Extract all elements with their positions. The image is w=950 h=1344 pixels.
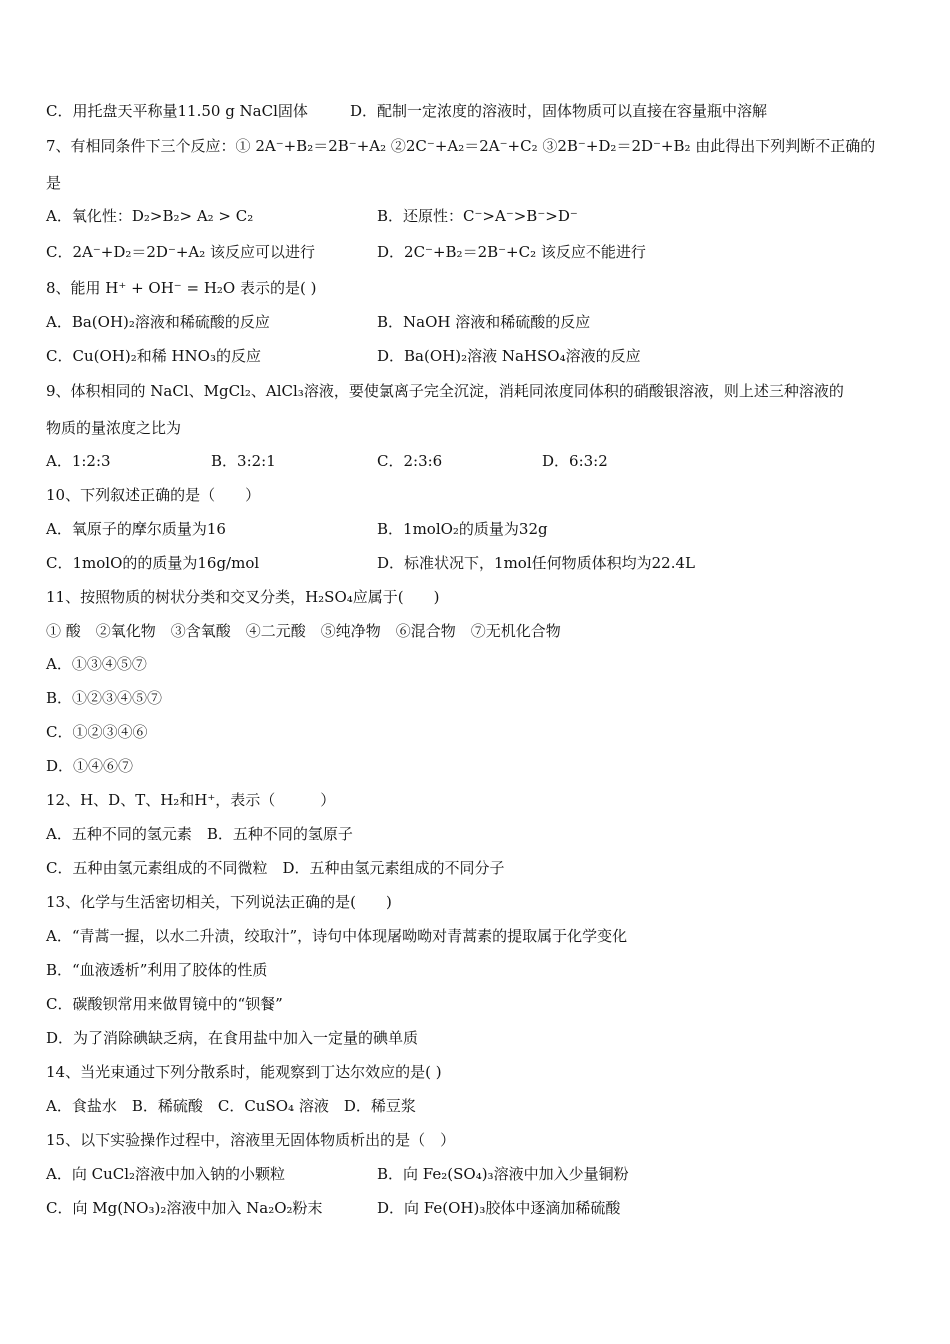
q6-option-d-text: D．配制一定浓度的溶液时，固体物质可以直接在容量瓶中溶解	[350, 102, 768, 120]
q8-option-d: D．Ba(OH)₂溶液 NaHSO₄溶液的反应	[377, 347, 641, 365]
q7-option-d: D．2C⁻+B₂＝2B⁻+C₂ 该反应不能进行	[377, 243, 646, 261]
q7-option-a: A．氧化性：D₂>B₂> A₂ > C₂	[46, 207, 254, 225]
q15-option-d: D．向 Fe(OH)₃胶体中逐滴加稀硫酸	[377, 1199, 621, 1217]
q10-stem: 10、下列叙述正确的是（ ）	[46, 486, 261, 504]
q9-option-b: B．3:2:1	[211, 452, 276, 470]
q9-stem: 9、体积相同的 NaCl、MgCl₂、AlCl₃溶液，要使氯离子完全沉淀，消耗同浓度同体积的硝酸银溶液，则上述三种溶液的	[46, 382, 844, 400]
q12-options-cd: C．五种由氢元素组成的不同微粒 D．五种由氢元素组成的不同分子	[46, 859, 505, 877]
q6-option-c-text: C．用托盘天平称量11.50 g NaCl固体	[46, 102, 308, 120]
q8-stem: 8、能用 H⁺ + OH⁻ = H₂O 表示的是( )	[46, 279, 317, 297]
q15-option-b: B．向 Fe₂(SO₄)₃溶液中加入少量铜粉	[377, 1165, 629, 1183]
q9-option-d: D．6:3:2	[542, 452, 608, 470]
q12-stem: 12、H、D、T、H₂和H⁺，表示（ ）	[46, 791, 336, 809]
q9-stem-cont: 物质的量浓度之比为	[46, 419, 182, 437]
q10-option-b: B．1molO₂的质量为32g	[377, 520, 548, 538]
q9-option-a: A．1:2:3	[46, 452, 111, 470]
q10-option-a: A．氧原子的摩尔质量为16	[46, 520, 226, 538]
q13-option-b: B．“血液透析”利用了胶体的性质	[46, 961, 268, 979]
q7-stem-cont: 是	[46, 174, 62, 192]
q15-stem: 15、以下实验操作过程中，溶液里无固体物质析出的是（ ）	[46, 1131, 456, 1149]
q9-option-c: C．2:3:6	[377, 452, 443, 470]
q6-option-d	[350, 101, 767, 121]
q8-option-b: B．NaOH 溶液和稀硫酸的反应	[377, 313, 591, 331]
q12-options-ab: A．五种不同的氢元素 B．五种不同的氢原子	[46, 825, 353, 843]
q14-stem: 14、当光束通过下列分散系时，能观察到丁达尔效应的是( )	[46, 1063, 442, 1081]
q11-items: ① 酸 ②氧化物 ③含氧酸 ④二元酸 ⑤纯净物 ⑥混合物 ⑦无机化合物	[46, 622, 561, 640]
q11-option-d: D．①④⑥⑦	[46, 757, 134, 775]
q11-option-a: A．①③④⑤⑦	[46, 655, 147, 673]
q15-option-a: A．向 CuCl₂溶液中加入钠的小颗粒	[46, 1165, 286, 1183]
q6-option-c	[46, 101, 308, 121]
q11-option-b: B．①②③④⑤⑦	[46, 689, 163, 707]
q13-option-d: D．为了消除碘缺乏病，在食用盐中加入一定量的碘单质	[46, 1029, 419, 1047]
q7-stem: 7、有相同条件下三个反应：① 2A⁻+B₂＝2B⁻+A₂ ②2C⁻+A₂＝2A⁻+C₂ ③2B⁻+D₂＝2D⁻+B₂ 由此得出下列判断不正确的	[46, 137, 876, 155]
q13-option-c: C．碳酸钡常用来做胃镜中的“钡餐”	[46, 995, 283, 1013]
q15-option-c: C．向 Mg(NO₃)₂溶液中加入 Na₂O₂粉末	[46, 1199, 323, 1217]
q11-stem: 11、按照物质的树状分类和交叉分类，H₂SO₄应属于( )	[46, 588, 440, 606]
q11-option-c: C．①②③④⑥	[46, 723, 148, 741]
q14-options: A．食盐水 B．稀硫酸 C．CuSO₄ 溶液 D．稀豆浆	[46, 1097, 416, 1115]
q7-option-c: C．2A⁻+D₂＝2D⁻+A₂ 该反应可以进行	[46, 243, 316, 261]
q13-option-a: A．“青蒿一握，以水二升渍，绞取汁”，诗句中体现屠呦呦对青蒿素的提取属于化学变化	[46, 927, 628, 945]
q10-option-d: D．标准状况下，1mol任何物质体积均为22.4L	[377, 554, 695, 572]
q8-option-c: C．Cu(OH)₂和稀 HNO₃的反应	[46, 347, 261, 365]
q10-option-c: C．1molO的的质量为16g/mol	[46, 554, 260, 572]
q7-option-b: B．还原性：C⁻>A⁻>B⁻>D⁻	[377, 207, 578, 225]
q8-option-a: A．Ba(OH)₂溶液和稀硫酸的反应	[46, 313, 270, 331]
q13-stem: 13、化学与生活密切相关，下列说法正确的是( )	[46, 893, 392, 911]
